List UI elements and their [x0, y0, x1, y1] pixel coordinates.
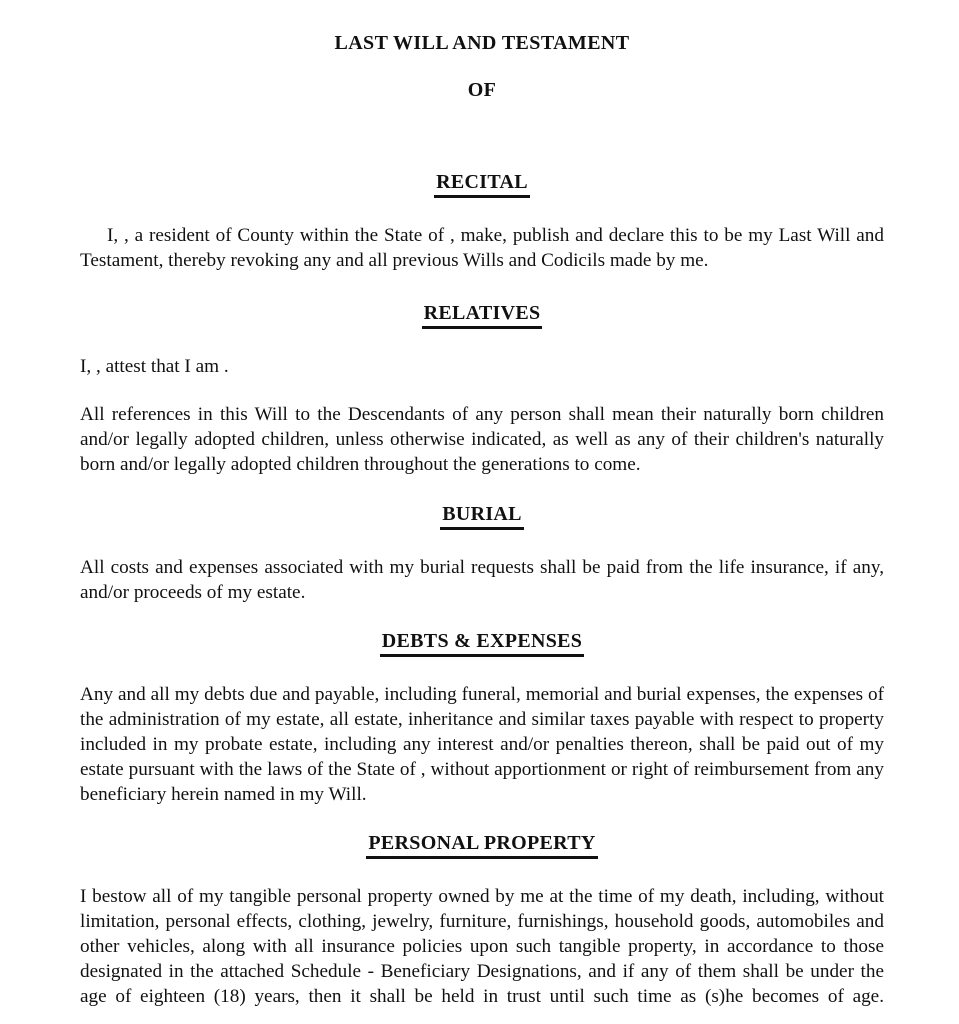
spacer — [80, 807, 884, 833]
spacer — [80, 859, 884, 885]
section-heading-recital — [80, 172, 884, 198]
spacer — [80, 605, 884, 631]
spacer — [80, 478, 884, 504]
section-heading-personal-property-label: PERSONAL PROPERTY — [366, 833, 597, 859]
document-body — [80, 0, 884, 1024]
spacer — [80, 530, 884, 556]
spacer — [80, 379, 884, 403]
section-personal-property-paragraph-1: I bestow all of my tangible personal property owned by me at the time of my death, including, without limitation, personal effects, clothing, jewelry, furniture, furnishings, household goods, automobiles and other vehicles, along with all insurance policies upon such tangible property, in accordance to those designated in the attached Schedule - Beneficiary Designations, and if any of them shall be under the age of eighteen (18) years, then it shall be held in trust until such time as (s)he becomes of age. — [80, 886, 884, 1007]
section-heading-personal-property — [80, 833, 884, 859]
section-heading-debts-expenses — [80, 631, 884, 657]
section-heading-relatives — [80, 303, 884, 329]
section-heading-recital-label: RECITAL — [434, 172, 530, 198]
section-relatives-paragraph-2: All references in this Will to the Descendants of any person shall mean their naturally born children and/or legally adopted children, unless otherwise indicated, as well as any of their children's naturally born and/or legally adopted children throughout the generations to come. — [80, 404, 884, 475]
testator-name-blank — [80, 100, 884, 146]
spacer — [80, 274, 884, 303]
document-title: LAST WILL AND TESTAMENT — [334, 32, 630, 54]
section-heading-burial-label: BURIAL — [440, 504, 524, 530]
section-recital-paragraph-1: I, , a resident of County within the State of , make, publish and declare this to be my Last Will and Testament, thereby revoking any and all previous Wills and Codicils made by me. — [80, 225, 884, 271]
spacer — [80, 146, 884, 172]
section-heading-burial — [80, 504, 884, 530]
spacer — [80, 329, 884, 355]
section-heading-relatives-label: RELATIVES — [422, 303, 543, 329]
document-title-of: OF — [467, 79, 497, 101]
section-heading-debts-expenses-label: DEBTS & EXPENSES — [380, 631, 584, 657]
section-debts-expenses-paragraph-1: Any and all my debts due and payable, including funeral, memorial and burial expenses, the expenses of the administration of my estate, all estate, inheritance and similar taxes payable with respect to property included in my probate estate, including any interest and/or penalties thereon, shall be paid out of my estate pursuant with the laws of the State of , without apportionment or right of reimbursement from any beneficiary herein named in my Will. — [80, 684, 884, 805]
spacer — [80, 657, 884, 683]
spacer — [80, 198, 884, 224]
section-burial-paragraph-1: All costs and expenses associated with my burial requests shall be paid from the life insurance, if any, and/or proceeds of my estate. — [80, 556, 884, 603]
section-relatives-paragraph-1: I, , attest that I am . — [80, 355, 229, 377]
